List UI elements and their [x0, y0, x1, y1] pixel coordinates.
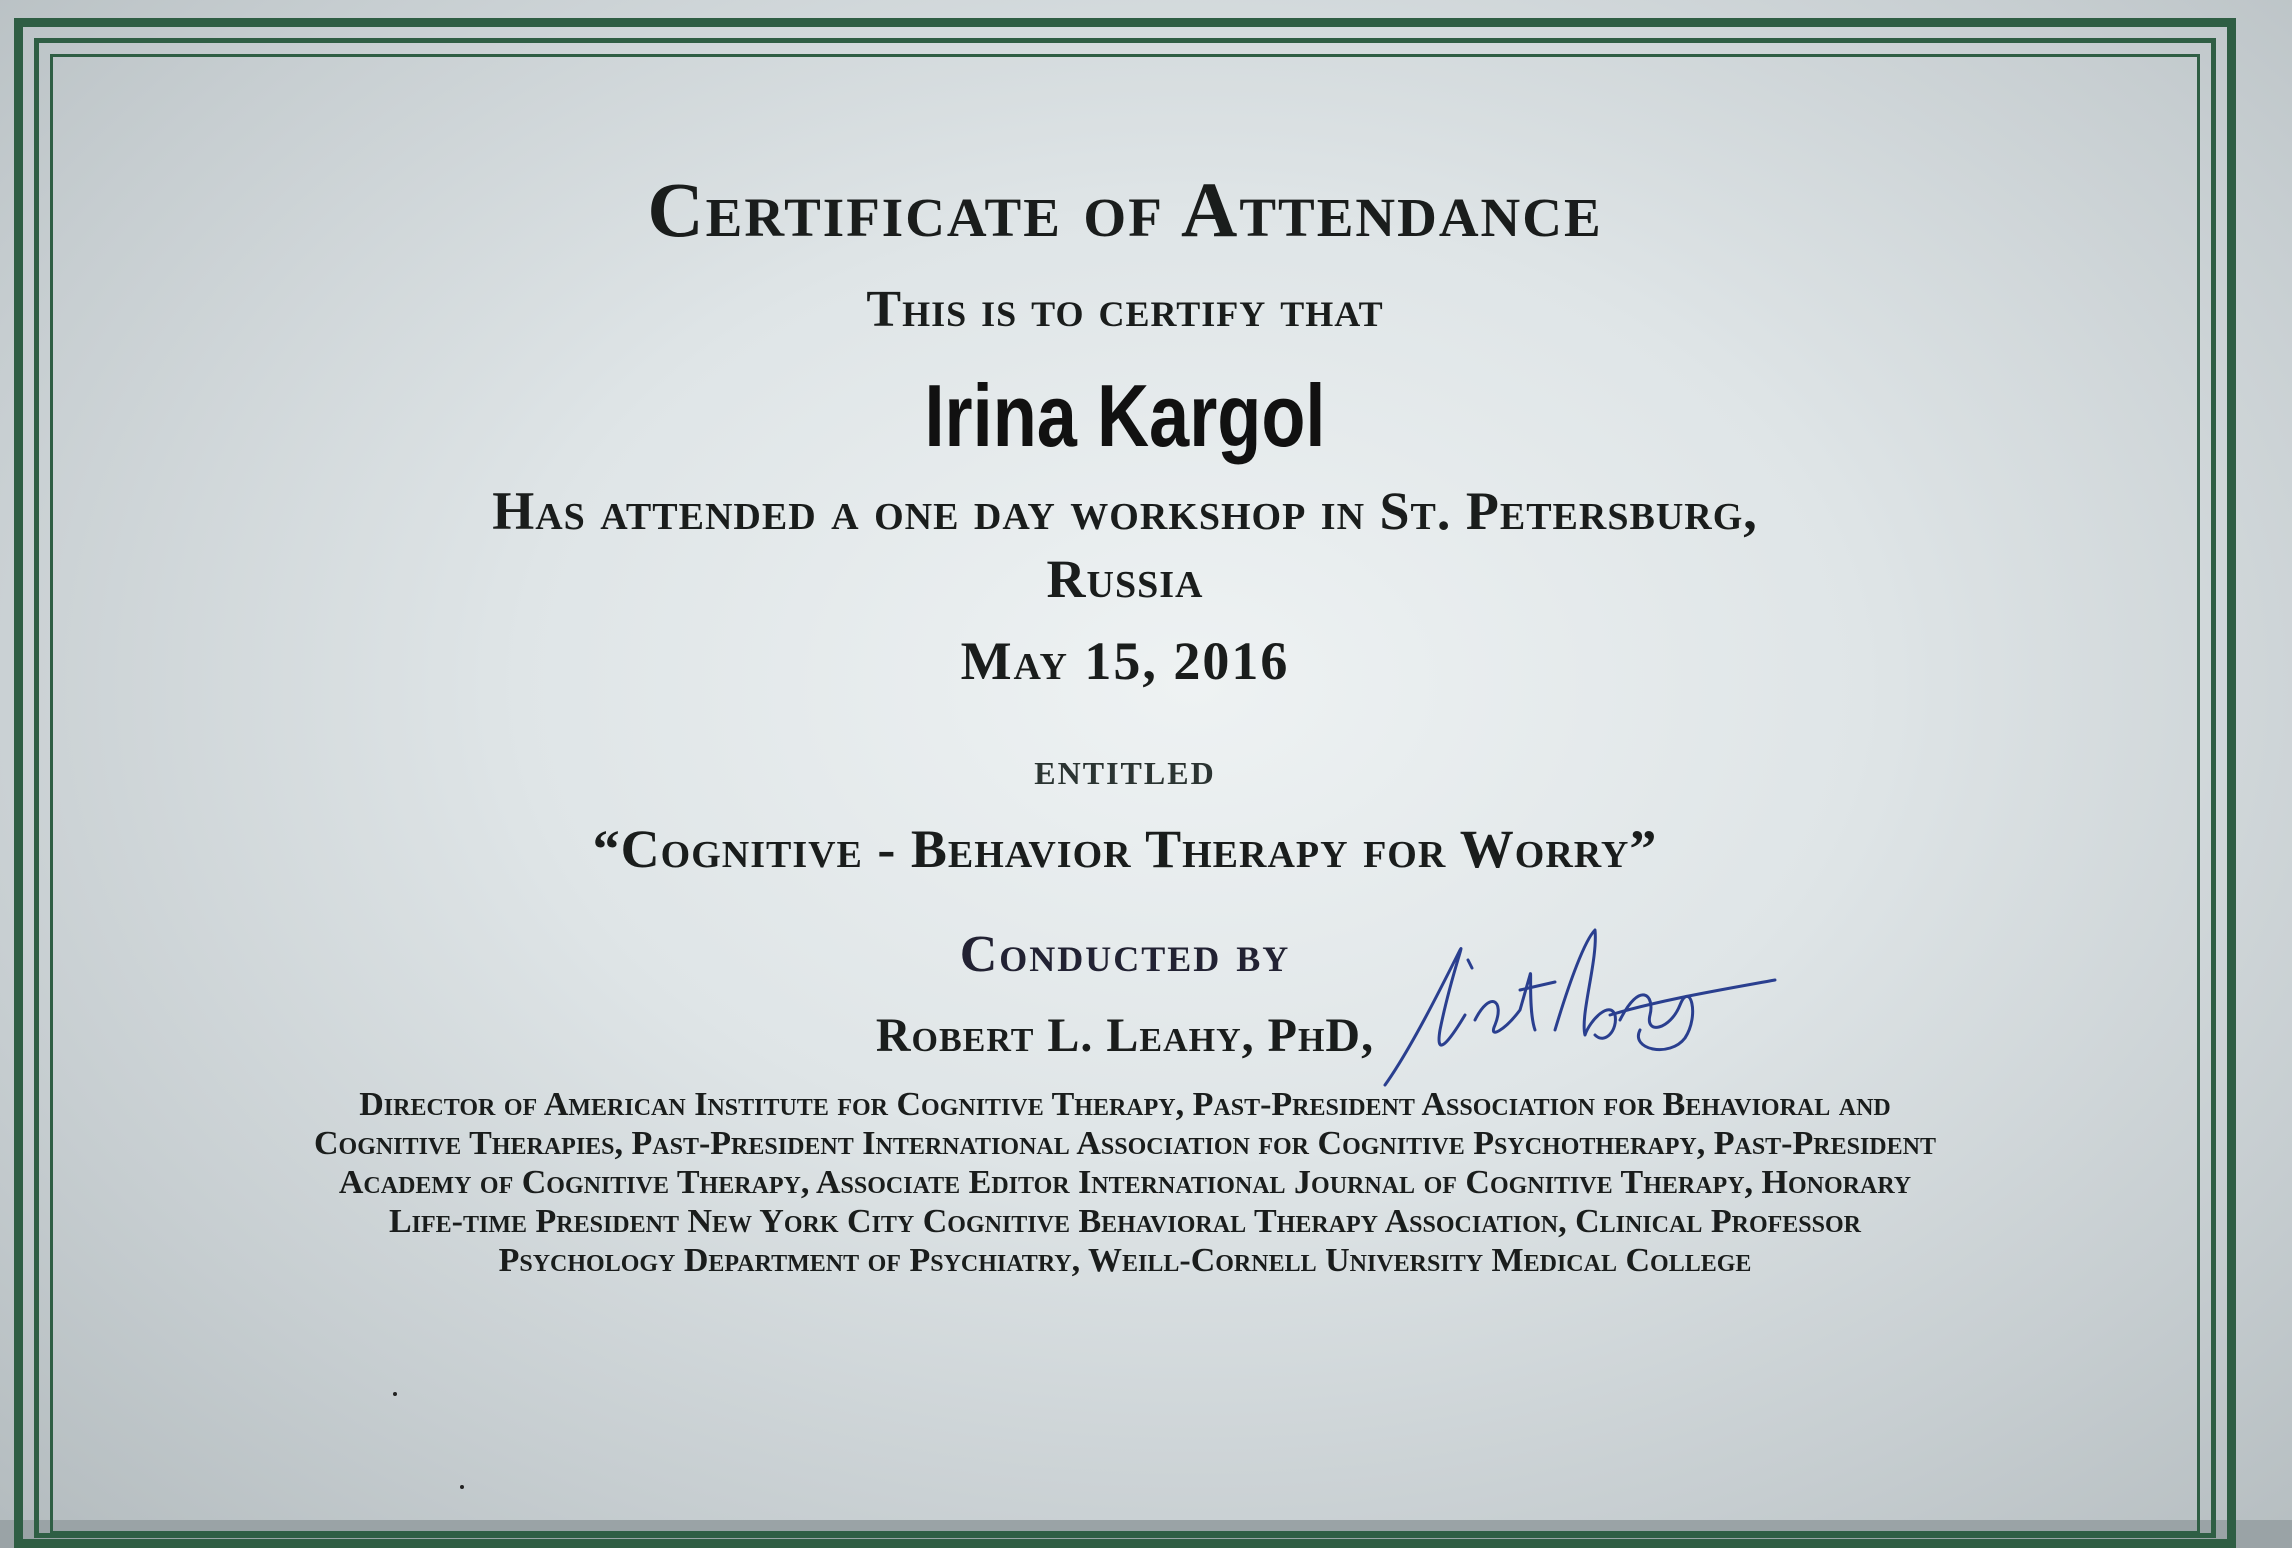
entitled-label: entitled: [1034, 743, 1216, 794]
presenter-name: Robert L. Leahy, PhD,: [875, 1009, 1375, 1062]
presenter-credentials: Director of American Institute for Cognitive Therapy, Past-President Association for Behavioral and Cognitive Therapies, Past-President International Association for Cognitive Psychotherapy, Past-President Academy of Cognitive Therapy, Associate Editor International Journal of Cognitive Therapy, Honorary Life-time President New York City Cognitive Behavioral Therapy Association, Clinical Professor Psychology Department of Psychiatry, Weill-Cornell University Medical College: [314, 1086, 1936, 1279]
recipient-name: Irina Kargol: [924, 366, 1326, 465]
paper-speck: [393, 1392, 397, 1396]
conducted-label: Conducted by: [959, 926, 1291, 983]
signature: [1380, 920, 1780, 1100]
workshop-date: May 15, 2016: [960, 631, 1290, 691]
attended-line: Has attended a one day workshop in St. Petersburg,: [492, 481, 1758, 541]
certify-line: This is to certify that: [866, 281, 1384, 338]
location-line: Russia: [1046, 549, 1204, 609]
course-title: “Cognitive - Behavior Therapy for Worry”: [592, 819, 1658, 879]
paper-speck: [460, 1485, 464, 1489]
certificate-title: Certificate of Attendance: [647, 166, 1603, 253]
